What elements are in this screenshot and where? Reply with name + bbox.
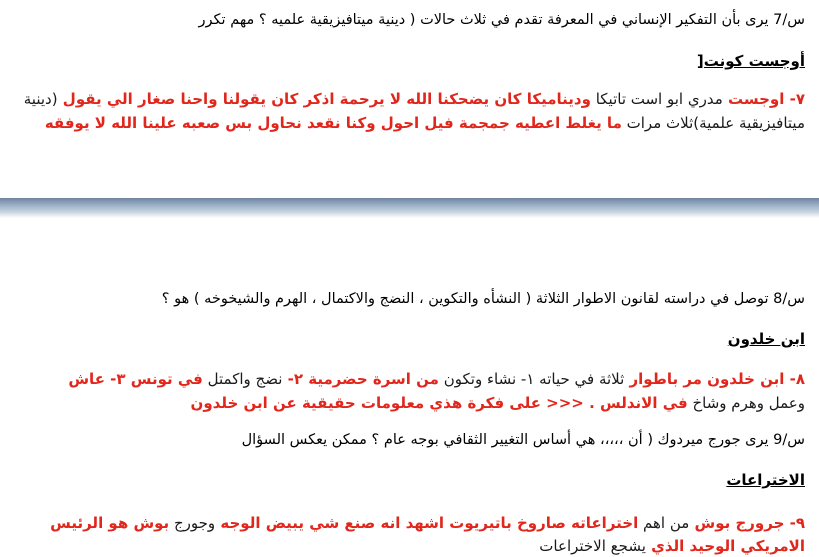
text-run: ثلاث مرات: [621, 114, 694, 132]
document-page-bottom: [0, 218, 819, 557]
text-run: ما يغلط اعطيه جمجمة فيل احول وكنا نقعد نحاول بس صعبه علينا الله لا يوفقه: [44, 114, 622, 132]
question-7: س/7 يرى بأن التفكير الإنساني في المعرفة تقدم في ثلاث حالات ( دينية ميتافيزيقية علميه ؟ مهم تكرر: [198, 12, 805, 28]
text-run: الامريكي الوحيد الذي: [645, 537, 805, 555]
answer-9-line-2: [14, 535, 805, 557]
text-run: ٩- جرورج بوش: [689, 514, 805, 532]
text-run: مدري ابو است تاتيكا: [590, 90, 723, 108]
text-run: اختراعاته صاروخ باتيريوت اشهد انه صنع شي يبيض الوجه: [215, 514, 639, 532]
text-run: ثلاثة في حياته ١- نشاء وتكون: [438, 370, 625, 388]
text-run: ميتافيزيقية علمية): [693, 114, 805, 132]
text-run: وديناميكا كان يضحكنا الله لا يرحمة اذكر كان يقولنا واحنا صغار الي يقول: [57, 90, 591, 108]
text-run: في الاندلس . <<< على فكرة هذي معلومات حقيقية عن ابن خلدون: [190, 394, 688, 412]
text-run: يشجع الاختراعات: [539, 537, 646, 555]
text-run: (دينية: [23, 90, 58, 108]
question-9: س/9 يرى جورج ميردوك ( أن ،،،،، هي أساس التغيير الثقافي بوجه عام ؟ ممكن يعكس السؤال: [241, 432, 805, 448]
text-run: بوش هو الرئيس: [50, 514, 170, 532]
text-run: من اسرة حضرمية ٢-: [282, 370, 439, 388]
answer-8-line-1: [14, 368, 805, 390]
text-run: من اهم: [638, 514, 690, 532]
answer-7-line-2: [14, 112, 805, 134]
heading-inventions: الاختراعات: [726, 471, 805, 489]
answer-7-line-1: [14, 88, 805, 110]
text-run: وعمل وهرم وشاخ: [687, 394, 805, 412]
document-page-top: [0, 0, 819, 198]
page-break-divider: [0, 198, 819, 218]
heading-ibn-khaldun: ابن خلدون: [727, 330, 805, 348]
heading-auguste-comte: أوجست كونت[: [696, 52, 805, 70]
text-run: في تونس ٣- عاش: [68, 370, 203, 388]
text-run: نضج واكمتل: [202, 370, 283, 388]
question-8: س/8 توصل في دراسته لقانون الاطوار الثلاثة ( النشأه والتكوين ، النضج والاكتمال ، الهرم والشيخوخه ) هو ؟: [161, 291, 805, 307]
answer-9-line-1: [14, 512, 805, 534]
text-run: وجورج: [169, 514, 216, 532]
text-run: ٨- ابن خلدون مر باطوار: [624, 370, 805, 388]
text-run: ٧- اوجست: [722, 90, 805, 108]
answer-8-line-2: [14, 392, 805, 414]
